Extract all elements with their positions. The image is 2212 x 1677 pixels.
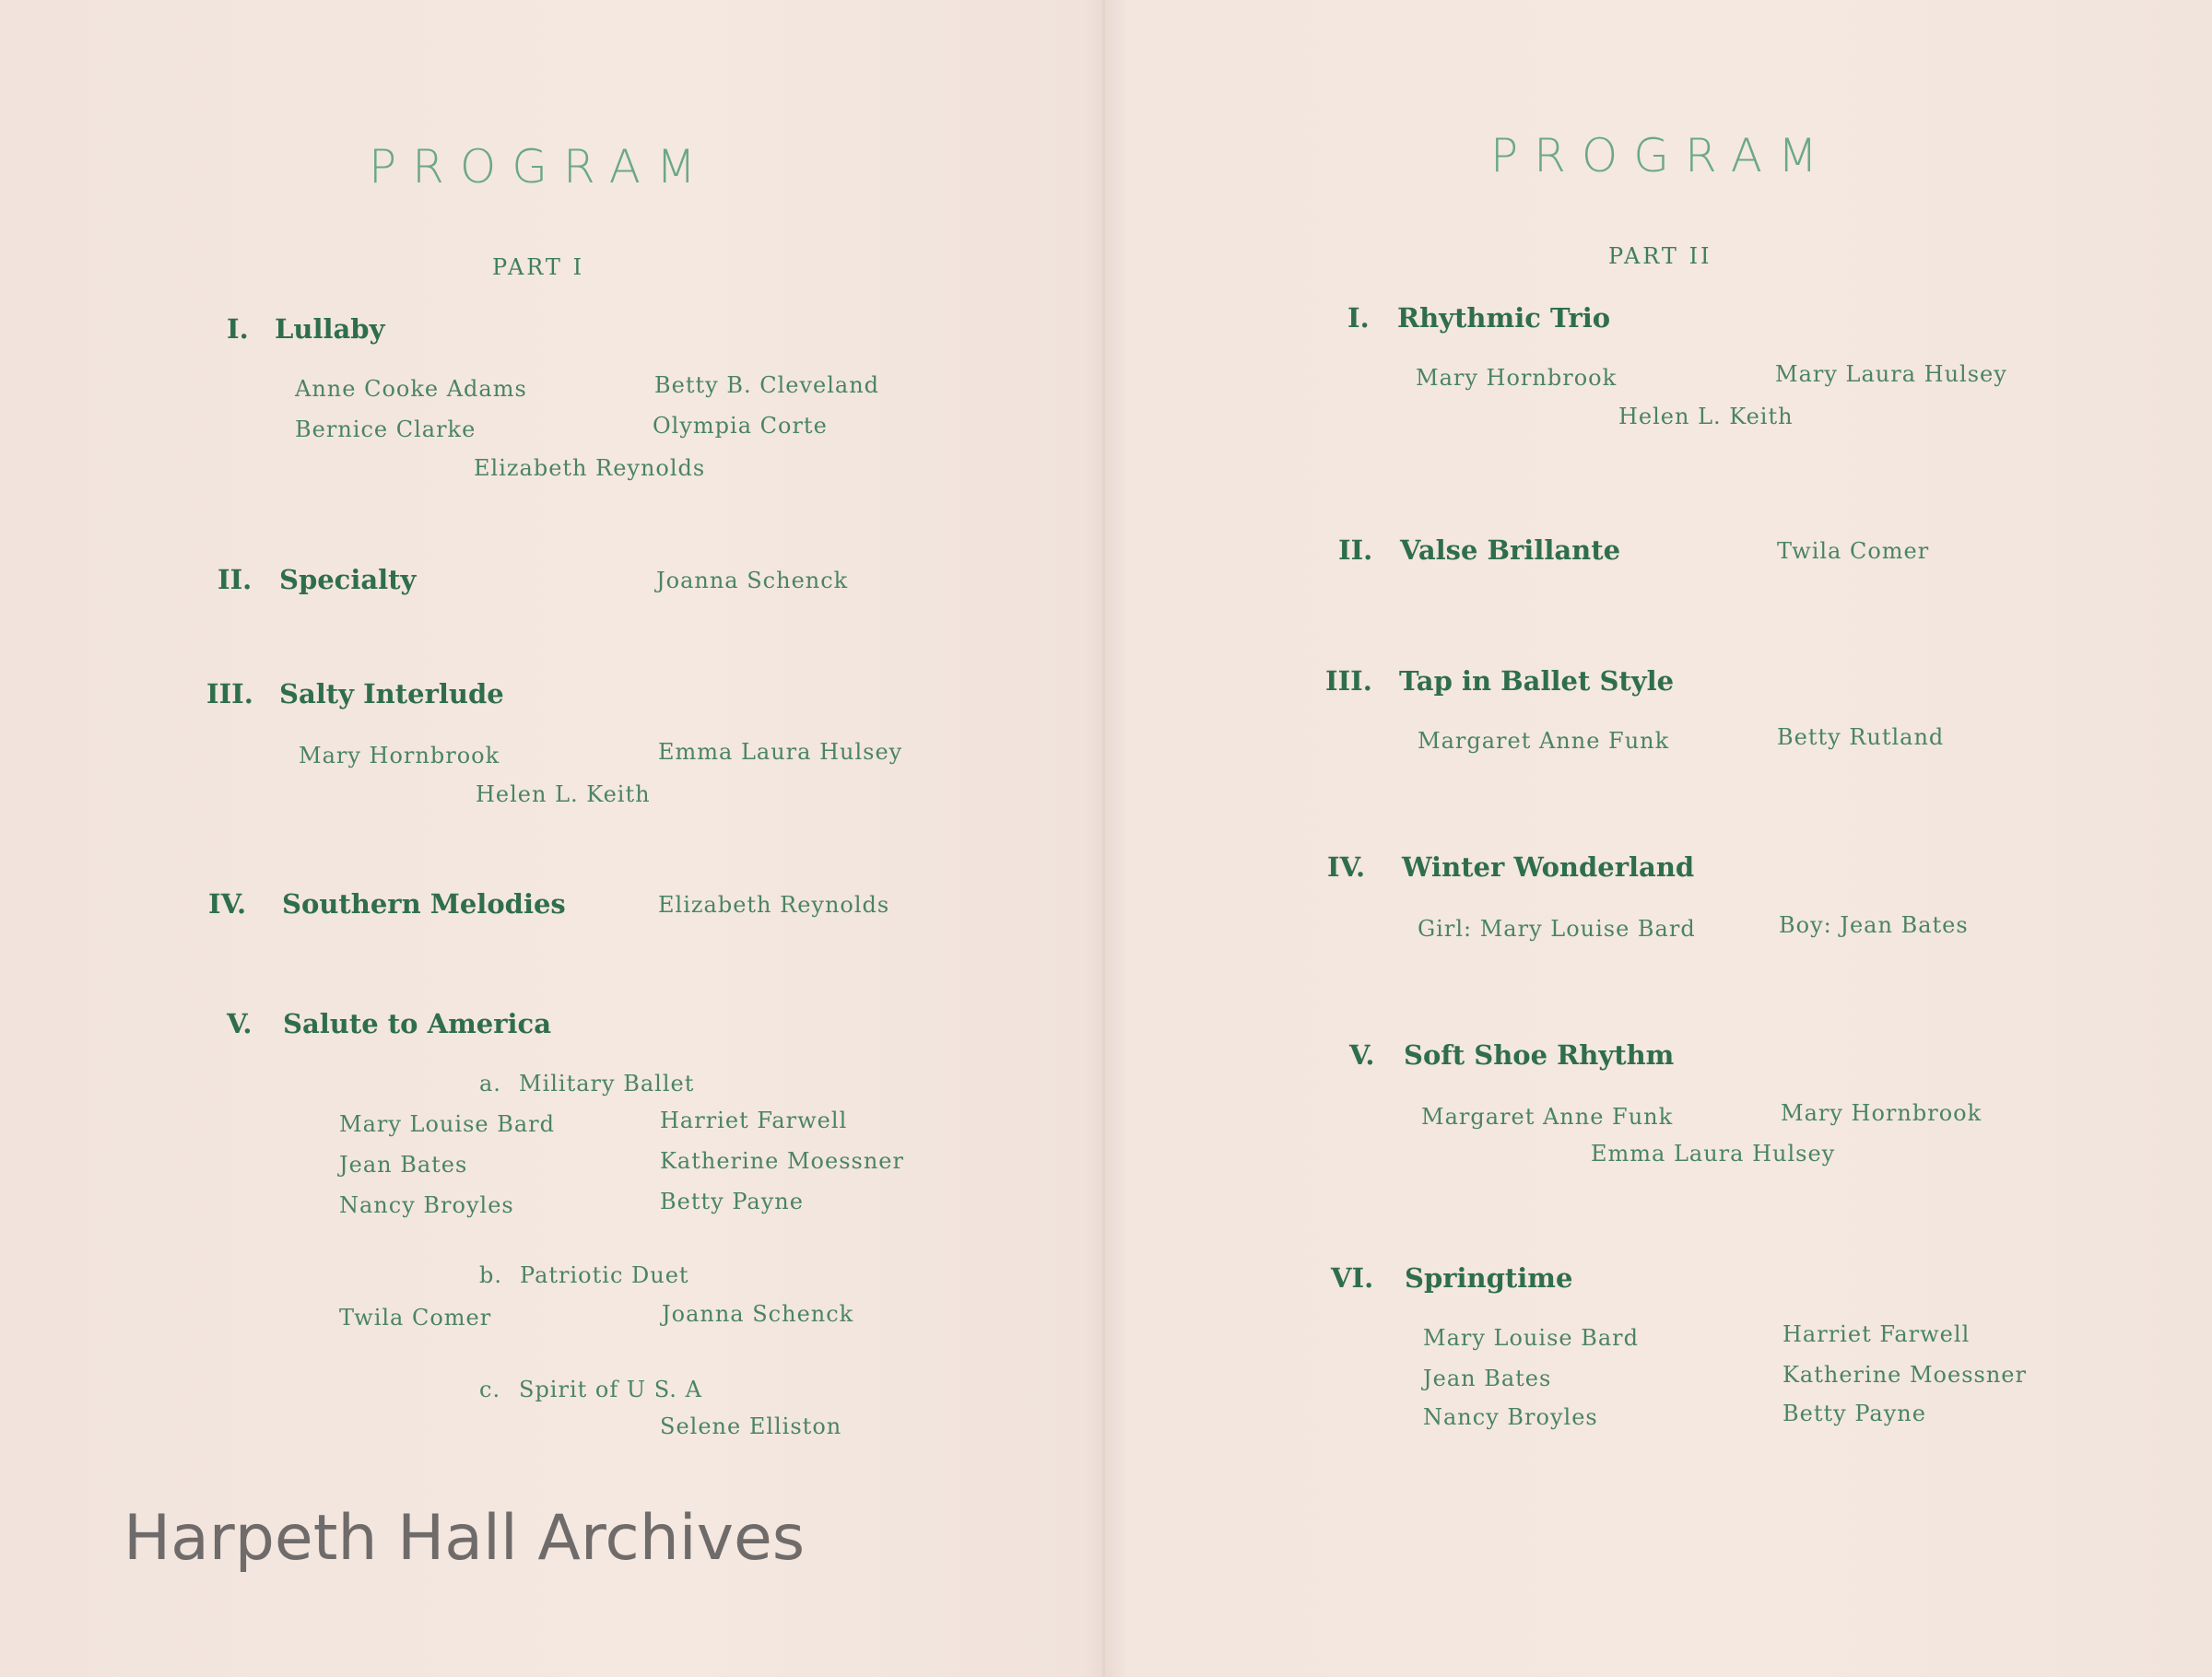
right-page bbox=[1106, 0, 2212, 1677]
act-numeral: II. bbox=[1338, 534, 1373, 566]
act-title: Soft Shoe Rhythm bbox=[1404, 1039, 1675, 1071]
act-numeral: III. bbox=[1325, 665, 1372, 697]
act-title: Salute to America bbox=[283, 1008, 551, 1039]
performer: Helen L. Keith bbox=[476, 781, 651, 807]
act-title: Tap in Ballet Style bbox=[1399, 665, 1675, 697]
act-numeral: II. bbox=[218, 564, 253, 595]
performer: Katherine Moessner bbox=[1783, 1362, 2027, 1388]
performer: Katherine Moessner bbox=[660, 1148, 904, 1174]
act-title: Springtime bbox=[1405, 1262, 1573, 1294]
act-numeral: I. bbox=[1347, 302, 1370, 334]
performer: Twila Comer bbox=[1777, 538, 1930, 564]
performer: Elizabeth Reynolds bbox=[474, 455, 706, 481]
act-numeral: I. bbox=[227, 313, 249, 345]
act-title: Salty Interlude bbox=[279, 678, 504, 710]
performer: Helen L. Keith bbox=[1618, 404, 1794, 429]
performer: Betty B. Cleveland bbox=[654, 372, 880, 398]
performer: Emma Laura Hulsey bbox=[1591, 1141, 1836, 1167]
act-numeral: V. bbox=[227, 1008, 253, 1039]
left-page-title: PROGRAM bbox=[369, 140, 712, 194]
center-fold bbox=[1102, 0, 1105, 1677]
subsection-title: Military Ballet bbox=[519, 1071, 695, 1096]
performer: Bernice Clarke bbox=[295, 416, 477, 442]
performer: Nancy Broyles bbox=[1423, 1404, 1598, 1430]
act-title: Valse Brillante bbox=[1400, 534, 1621, 566]
right-part-label: PART II bbox=[1608, 243, 1712, 269]
archive-watermark: Harpeth Hall Archives bbox=[124, 1502, 806, 1575]
performer: Betty Payne bbox=[660, 1189, 804, 1214]
act-numeral: IV. bbox=[1327, 851, 1366, 883]
performer: Girl: Mary Louise Bard bbox=[1418, 916, 1696, 942]
performer: Nancy Broyles bbox=[339, 1192, 514, 1218]
subsection-label: b. bbox=[479, 1262, 502, 1288]
act-title: Southern Melodies bbox=[282, 888, 566, 920]
performer: Emma Laura Hulsey bbox=[658, 739, 903, 765]
left-page bbox=[0, 0, 1102, 1677]
performer: Betty Payne bbox=[1783, 1401, 1926, 1426]
act-numeral: III. bbox=[206, 678, 253, 710]
performer: Joanna Schenck bbox=[662, 1301, 854, 1327]
performer: Jean Bates bbox=[1423, 1366, 1552, 1391]
subsection-label: a. bbox=[479, 1071, 501, 1096]
performer: Mary Louise Bard bbox=[1423, 1325, 1639, 1351]
act-numeral: V. bbox=[1349, 1039, 1375, 1071]
performer: Margaret Anne Funk bbox=[1421, 1104, 1674, 1130]
performer: Mary Hornbrook bbox=[1416, 365, 1618, 391]
act-title: Winter Wonderland bbox=[1402, 851, 1695, 883]
performer: Olympia Corte bbox=[653, 413, 828, 439]
left-part-label: PART I bbox=[492, 254, 585, 280]
performer: Harriet Farwell bbox=[1783, 1321, 1971, 1347]
performer: Selene Elliston bbox=[660, 1413, 842, 1439]
performer: Elizabeth Reynolds bbox=[658, 892, 890, 918]
performer: Harriet Farwell bbox=[660, 1108, 848, 1133]
performer: Margaret Anne Funk bbox=[1418, 728, 1670, 754]
act-numeral: VI. bbox=[1331, 1262, 1374, 1294]
performer: Boy: Jean Bates bbox=[1779, 912, 1969, 938]
performer: Mary Laura Hulsey bbox=[1775, 361, 2007, 387]
act-title: Specialty bbox=[279, 564, 417, 595]
performer: Anne Cooke Adams bbox=[295, 376, 527, 402]
performer: Mary Louise Bard bbox=[339, 1111, 555, 1137]
act-title: Lullaby bbox=[275, 313, 385, 345]
performer: Twila Comer bbox=[339, 1305, 492, 1331]
right-page-title: PROGRAM bbox=[1490, 129, 1834, 182]
subsection-label: c. bbox=[479, 1377, 501, 1402]
act-numeral: IV. bbox=[208, 888, 247, 920]
performer: Joanna Schenck bbox=[656, 568, 849, 593]
subsection-title: Spirit of U S. A bbox=[519, 1377, 702, 1402]
performer: Jean Bates bbox=[339, 1152, 468, 1178]
performer: Betty Rutland bbox=[1777, 724, 1945, 750]
act-title: Rhythmic Trio bbox=[1397, 302, 1611, 334]
subsection-title: Patriotic Duet bbox=[520, 1262, 689, 1288]
performer: Mary Hornbrook bbox=[1781, 1100, 1983, 1126]
performer: Mary Hornbrook bbox=[299, 743, 500, 768]
